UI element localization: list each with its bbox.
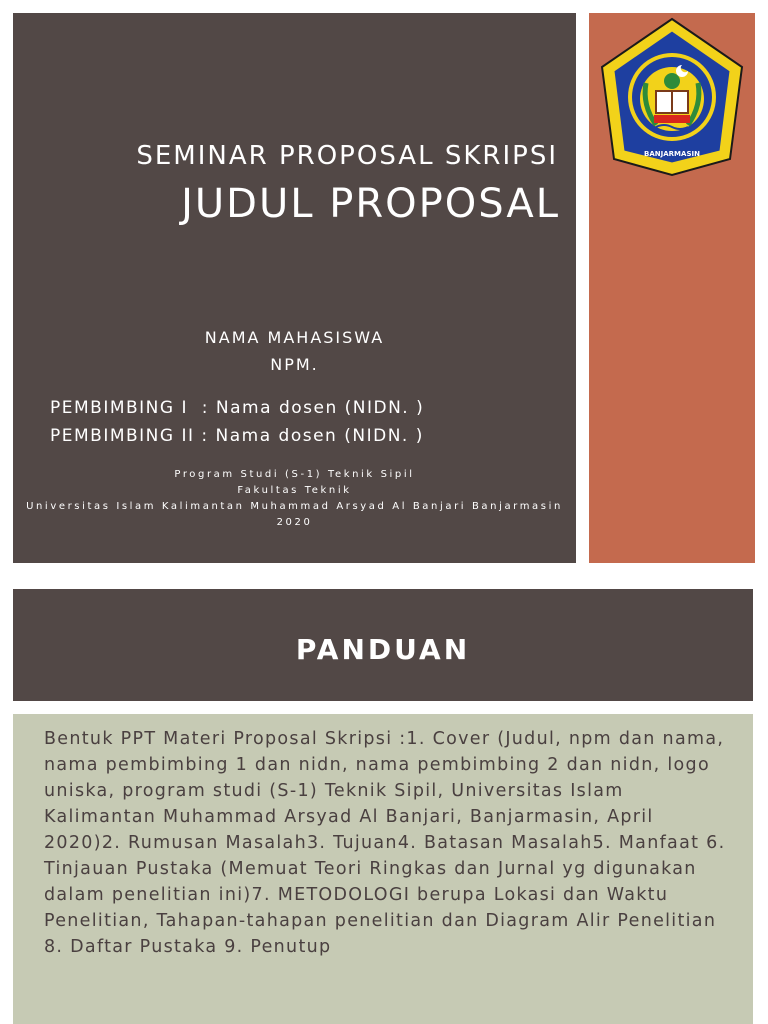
uniska-logo xyxy=(590,13,754,181)
university: Universitas Islam Kalimantan Muhammad Arsyad Al Banjari Banjarmasin xyxy=(26,501,563,512)
guide-body-text: Bentuk PPT Materi Proposal Skripsi :1. Cover (Judul, npm dan nama, nama pembimbing 1 dan nidn, nama pembimbing 2 dan nidn, logo uniska, program studi (S-1) Teknik Sipil, Universitas Islam Kalimantan Muhammad Arsyad Al Banjari, Banjarmasin, April 2020)2. Rumusan Masalah3. Tujuan4. Batasan Masalah5. Manfaat 6. Tinjauan Pustaka (Memuat Teori Ringkas dan Jurnal yg digunakan dalam penelitian ini)7. METODOLOGI berupa Lokasi dan Waktu Penelitian, Tahapan-tahapan penelitian dan Diagram Alir Penelitian 8. Daftar Pustaka 9. Penutup xyxy=(44,729,726,957)
cover-slide xyxy=(13,13,576,563)
cover-title-line2: JUDUL PROPOSAL xyxy=(181,181,560,227)
faculty: Fakultas Teknik xyxy=(237,485,352,496)
logo-panel xyxy=(589,13,755,563)
logo-city: BANJARMASIN xyxy=(644,150,700,158)
guide-header xyxy=(13,589,753,701)
supervisor-2: PEMBIMBING II : Nama dosen (NIDN. ) xyxy=(50,426,424,446)
supervisor-1: PEMBIMBING I : Nama dosen (NIDN. ) xyxy=(50,398,425,418)
year: 2020 xyxy=(276,517,313,528)
program-study: Program Studi (S-1) Teknik Sipil xyxy=(174,469,415,480)
guide-heading: PANDUAN xyxy=(295,633,471,666)
guide-body-panel xyxy=(13,714,753,1024)
student-npm: NPM. xyxy=(270,355,319,374)
student-name: NAMA MAHASISWA xyxy=(204,328,385,347)
cover-title-line1: SEMINAR PROPOSAL SKRIPSI xyxy=(136,141,558,171)
